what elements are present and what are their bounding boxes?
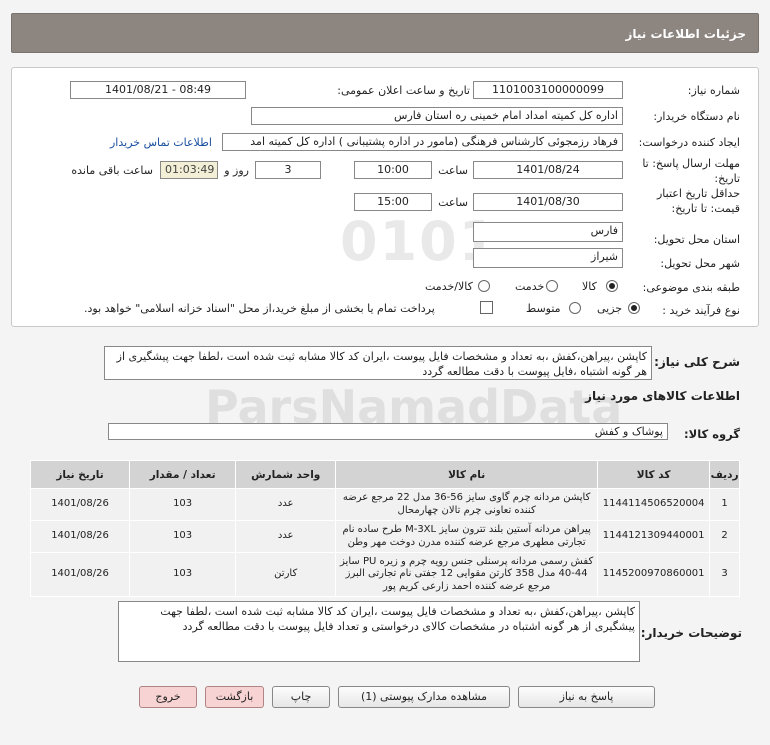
summary-label: شرح کلی نیاز: xyxy=(654,355,740,369)
row-index: 3 xyxy=(710,553,740,597)
validity-label-1: حداقل تاریخ اعتبار xyxy=(656,187,740,200)
province-label: استان محل تحویل: xyxy=(653,233,740,246)
process-label: نوع فرآیند خرید : xyxy=(662,304,740,317)
days-label: روز و xyxy=(224,164,249,177)
table-row xyxy=(31,521,740,553)
deadline-label-1: مهلت ارسال پاسخ: تا xyxy=(642,157,740,170)
goods-name: کاپشن مردانه چرم گاوی سایز 56-36 مدل 22 مرجع عرضه کننده تعاونی چرم تالان چهارمحال xyxy=(336,489,598,521)
buyer-org-label: نام دستگاه خریدار: xyxy=(653,110,740,123)
remaining-time-field: 01:03:49 xyxy=(160,161,218,179)
goods-table xyxy=(30,460,740,597)
need-number-label: شماره نیاز: xyxy=(687,84,740,97)
city-field: شیراز xyxy=(473,248,623,268)
process-option-medium: متوسط xyxy=(526,302,561,315)
goods-section-title: اطلاعات کالاهای مورد نیاز xyxy=(585,389,740,403)
goods-group-label: گروه کالا: xyxy=(684,427,740,441)
goods-code: 1144121309440001 xyxy=(598,521,710,553)
goods-name: پیراهن مردانه آستین بلند تترون سایز M-3XL طرح ساده نام تجارتی مطهری مرجع عرضه کننده مدرن دوخت مهر وطن xyxy=(336,521,598,553)
table-row xyxy=(31,553,740,597)
goods-date: 1401/08/26 xyxy=(31,521,130,553)
buyer-contact-link[interactable]: اطلاعات تماس خریدار xyxy=(110,136,212,149)
deadline-time-label: ساعت xyxy=(438,164,468,177)
validity-label-2: قیمت: تا تاریخ: xyxy=(671,202,740,215)
watermark-brand: ParsNamadData xyxy=(205,380,623,434)
back-button[interactable]: بازگشت xyxy=(205,686,264,708)
remaining-label: ساعت باقی مانده xyxy=(71,164,153,177)
category-option-goods: کالا xyxy=(582,280,597,293)
validity-time-field: 15:00 xyxy=(354,193,432,211)
city-label: شهر محل تحویل: xyxy=(660,257,740,270)
goods-qty: 103 xyxy=(130,489,236,521)
col-unit-header: واحد شمارش xyxy=(236,461,336,489)
print-button[interactable]: چاپ xyxy=(272,686,330,708)
category-label: طبقه بندی موضوعی: xyxy=(642,281,740,294)
days-field: 3 xyxy=(255,161,321,179)
category-radio-goods-service[interactable] xyxy=(478,280,490,292)
buyer-notes-label: توضیحات خریدار: xyxy=(640,626,742,640)
treasury-payment-checkbox[interactable] xyxy=(480,301,493,314)
view-attachments-button[interactable]: مشاهده مدارک پیوستی (1) xyxy=(338,686,510,708)
category-option-service: خدمت xyxy=(515,280,545,293)
goods-code: 1145200970860001 xyxy=(598,553,710,597)
table-row xyxy=(31,489,740,521)
process-radio-minor[interactable] xyxy=(628,302,640,314)
deadline-date-field: 1401/08/24 xyxy=(473,161,623,179)
goods-group-field: پوشاک و کفش xyxy=(108,423,668,440)
announce-field: 1401/08/21 - 08:49 xyxy=(70,81,246,99)
col-qty-header: تعداد / مقدار xyxy=(130,461,236,489)
process-radio-medium[interactable] xyxy=(569,302,581,314)
process-option-minor: جزیی xyxy=(597,302,623,315)
goods-name: کفش رسمی مردانه پرسنلی جنس رویه چرم و زیره PU سایز 44-40 مدل 358 کارتن مقوایی 12 جفتی نام تجارتی البرز مرجع عرضه کننده احمد زارعی کریم پور xyxy=(336,553,598,597)
page-header xyxy=(11,13,759,53)
col-date-header: تاریخ نیاز xyxy=(31,461,130,489)
buyer-org-field: اداره کل کمیته امداد امام خمینی ره استان فارس xyxy=(251,107,623,125)
page-title: جزئیات اطلاعات نیاز xyxy=(625,27,746,41)
goods-unit: کارتن xyxy=(236,553,336,597)
category-option-goods-service: کالا/خدمت xyxy=(425,280,473,293)
requester-field: فرهاد رزمجوئی کارشناس فرهنگی (مامور در اداره پشتیبانی ) اداره کل کمیته امد xyxy=(222,133,623,151)
goods-date: 1401/08/26 xyxy=(31,489,130,521)
buyer-notes-text: کاپشن ،پیراهن،کفش ،به تعداد و مشخصات فایل پیوست ،ایران کد کالا مشابه ثبت شده است ،لطفا جهت پیشگیری از هر گونه اشتباه در مشخصات کالای درخواستی و تعداد فایل پیوست با دقت مطالعه گردد xyxy=(118,601,640,662)
province-field: فارس xyxy=(473,222,623,242)
validity-date-field: 1401/08/30 xyxy=(473,193,623,211)
announce-label: تاریخ و ساعت اعلان عمومی: xyxy=(337,84,470,97)
goods-code: 1144114506520004 xyxy=(598,489,710,521)
goods-qty: 103 xyxy=(130,553,236,597)
reply-button[interactable]: پاسخ به نیاز xyxy=(518,686,655,708)
deadline-label-2: تاریخ: xyxy=(714,172,740,185)
need-number-field: 1101003100000099 xyxy=(473,81,623,99)
treasury-payment-note: پرداخت تمام یا بخشی از مبلغ خرید،از محل "اسناد خزانه اسلامی" خواهد بود. xyxy=(84,302,435,315)
validity-time-label: ساعت xyxy=(438,196,468,209)
goods-table-header xyxy=(31,461,740,489)
category-radio-goods[interactable] xyxy=(606,280,618,292)
row-index: 2 xyxy=(710,521,740,553)
col-name-header: نام کالا xyxy=(336,461,598,489)
goods-date: 1401/08/26 xyxy=(31,553,130,597)
col-code-header: کد کالا xyxy=(598,461,710,489)
summary-text: کاپشن ،پیراهن،کفش ،به تعداد و مشخصات فایل پیوست ،ایران کد کالا مشابه ثبت شده است ،لطفا جهت پیشگیری از هر گونه اشتباه ،فایل پیوست با دقت مطالعه گردد xyxy=(104,346,652,380)
goods-unit: عدد xyxy=(236,521,336,553)
goods-unit: عدد xyxy=(236,489,336,521)
col-row-header: ردیف xyxy=(710,461,740,489)
row-index: 1 xyxy=(710,489,740,521)
goods-qty: 103 xyxy=(130,521,236,553)
category-radio-service[interactable] xyxy=(546,280,558,292)
exit-button[interactable]: خروج xyxy=(139,686,197,708)
deadline-time-field: 10:00 xyxy=(354,161,432,179)
requester-label: ایجاد کننده درخواست: xyxy=(638,136,740,149)
